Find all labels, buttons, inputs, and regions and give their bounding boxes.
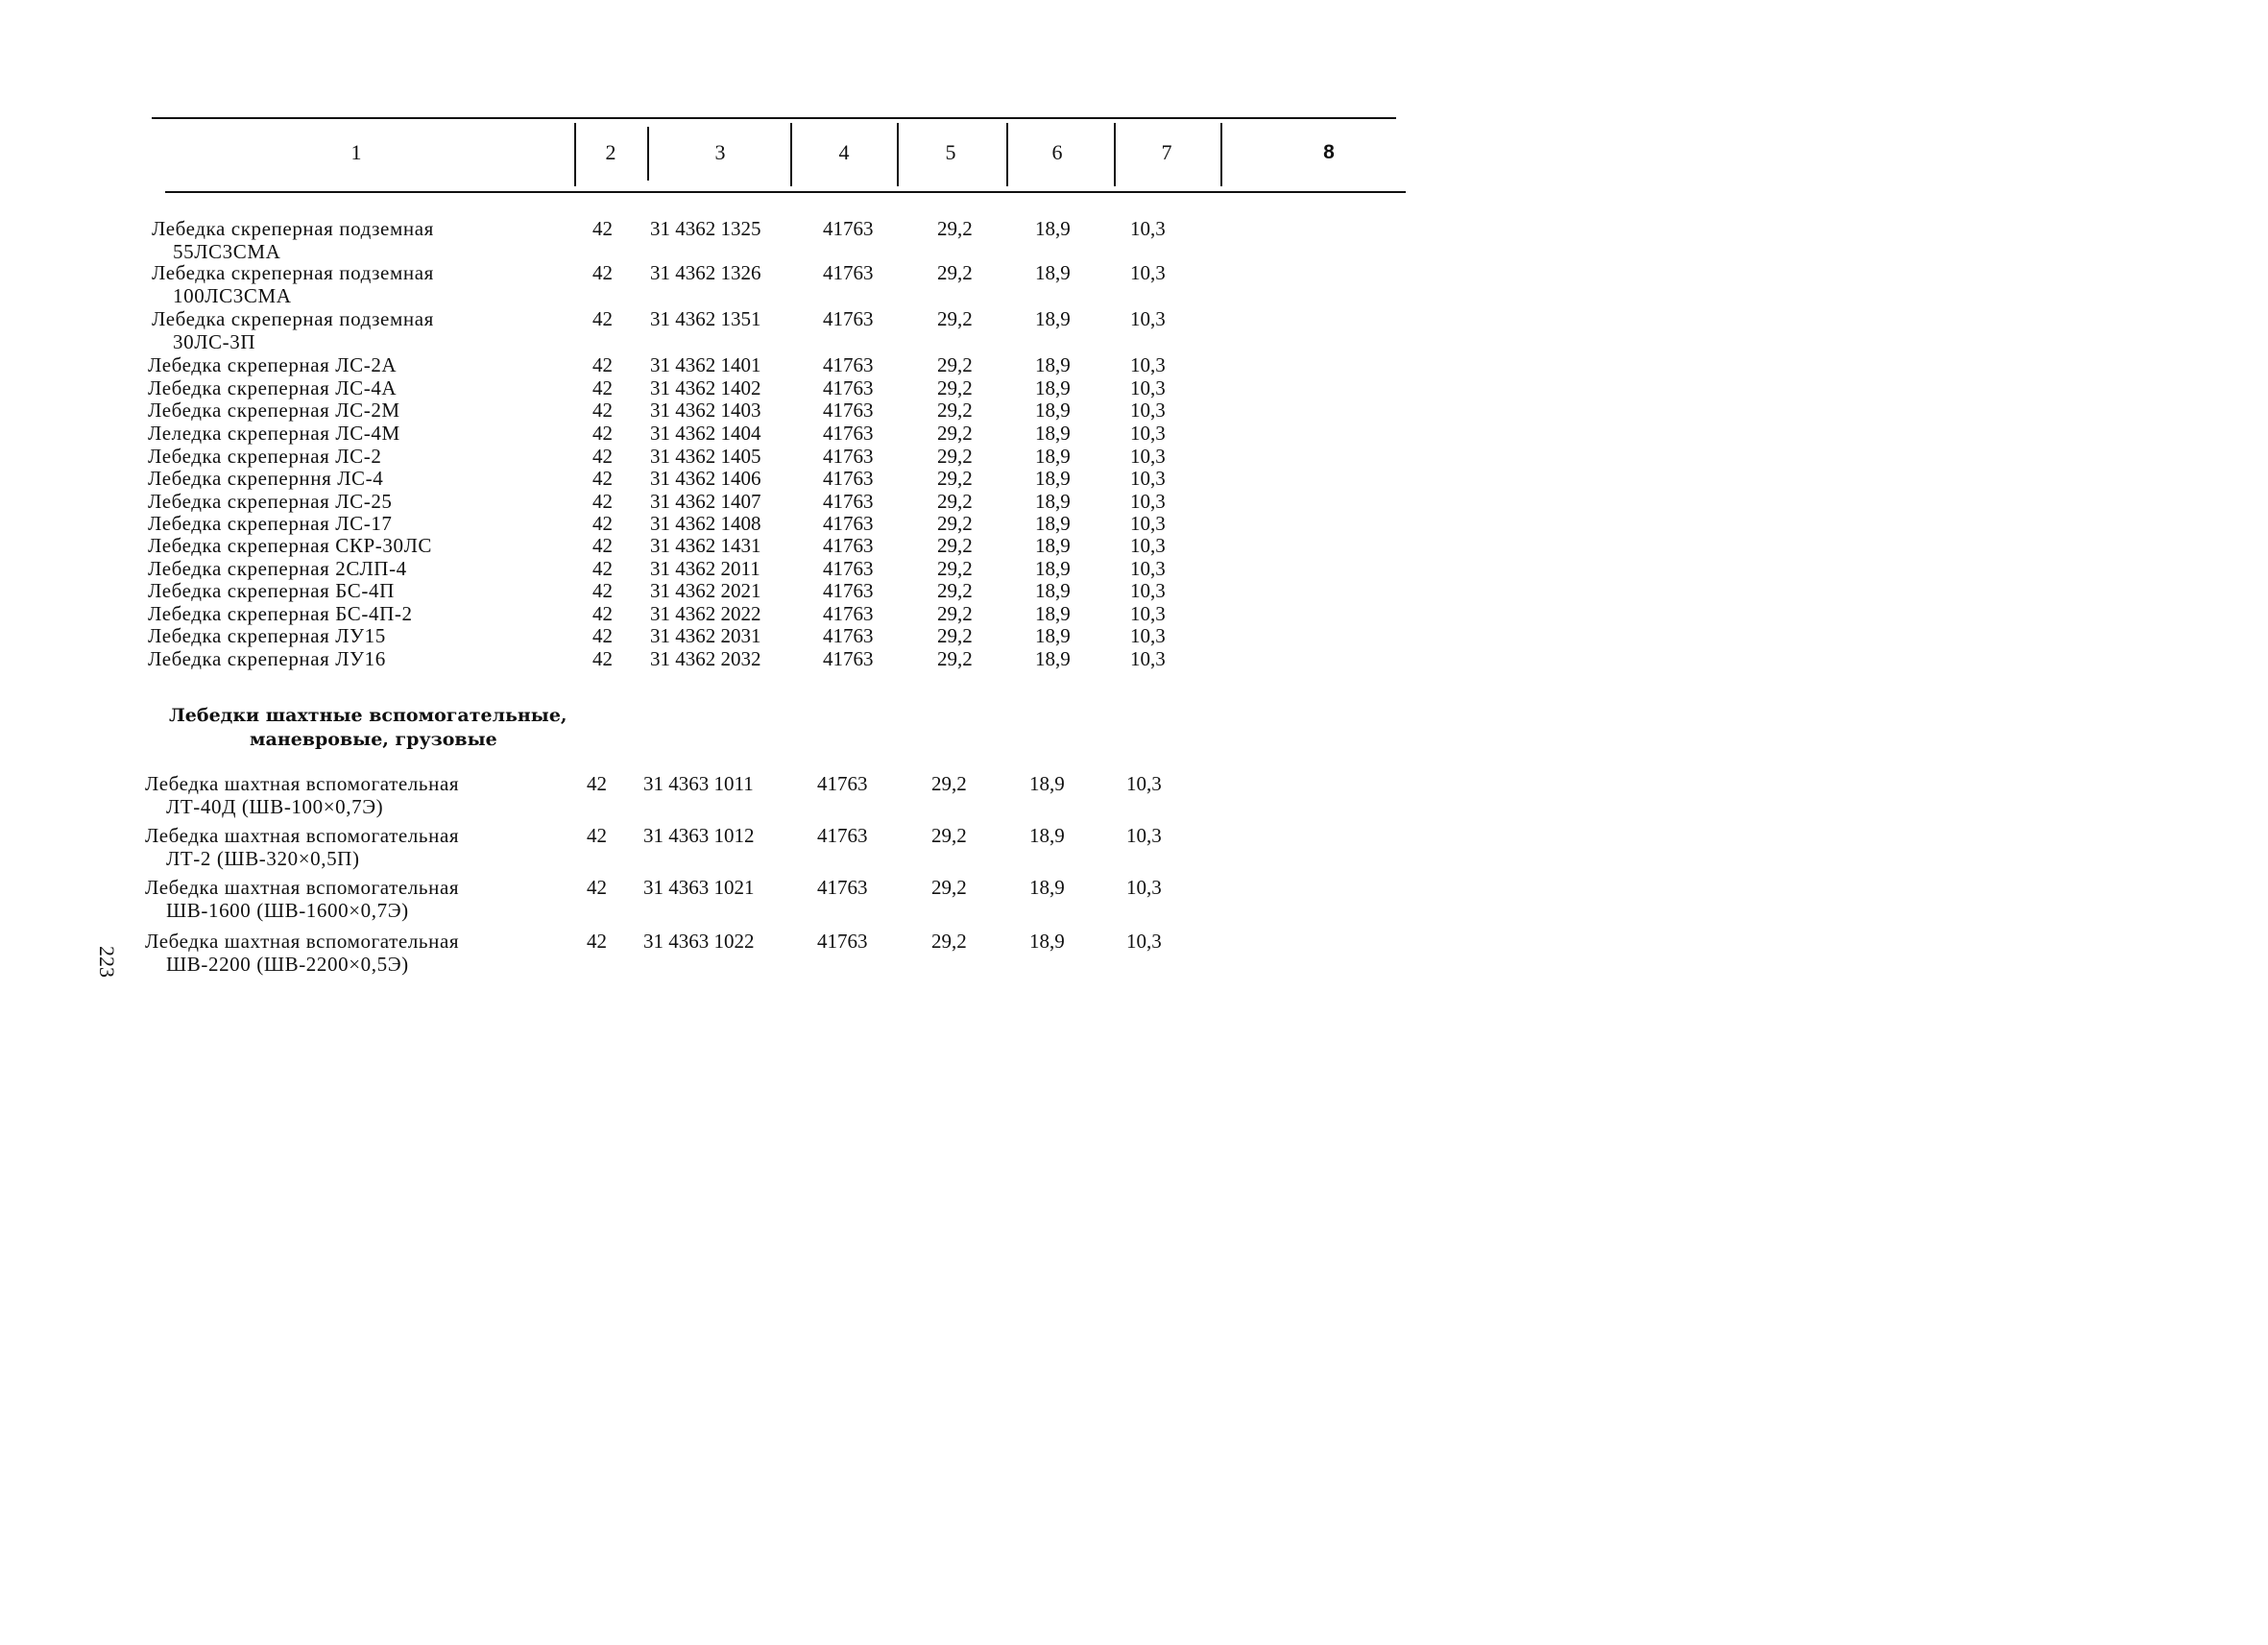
cell-col-6: 18,9	[1035, 376, 1071, 399]
item-name-line: Лебедка скреперная ЛС-17	[148, 512, 393, 535]
cell-col-5: 29,2	[937, 647, 973, 670]
cell-col-2: 42	[592, 307, 613, 330]
cell-col-6: 18,9	[1029, 876, 1065, 899]
cell-col-2: 42	[592, 579, 613, 602]
cell-col-2: 42	[592, 534, 613, 557]
item-name-line: Лебедка скреперная ЛС-2М	[148, 399, 400, 422]
cell-col-4: 41763	[823, 557, 874, 580]
item-name	[148, 353, 397, 376]
cell-col-2: 42	[592, 467, 613, 490]
cell-col-5: 29,2	[937, 490, 973, 513]
cell-col-5: 29,2	[937, 307, 973, 330]
item-name-line: ЛТ-40Д (ШВ-100×0,7Э)	[166, 795, 384, 818]
cell-col-3: 31 4362 1405	[650, 445, 761, 468]
cell-col-5: 29,2	[937, 445, 973, 468]
cell-col-2: 42	[592, 512, 613, 535]
column-header: 4	[838, 140, 850, 164]
cell-col-6: 18,9	[1035, 602, 1071, 625]
section-title-line: Лебедки шахтные вспомогательные,	[169, 705, 567, 726]
cell-col-3: 31 4363 1011	[643, 772, 754, 795]
cell-col-4: 41763	[823, 534, 874, 557]
cell-col-5: 29,2	[937, 376, 973, 399]
item-name-line: Лебедка скреперная ЛС-4А	[148, 376, 398, 399]
item-name	[145, 772, 459, 818]
item-name-line: Лебедка скреперная ЛС-2	[148, 445, 382, 468]
cell-col-5: 29,2	[931, 824, 967, 847]
header-divider	[574, 123, 576, 186]
column-header: 1	[350, 140, 362, 164]
column-header: 7	[1161, 140, 1172, 164]
cell-col-6: 18,9	[1035, 512, 1071, 535]
item-name	[152, 217, 434, 263]
cell-col-5: 29,2	[937, 534, 973, 557]
cell-col-4: 41763	[823, 602, 874, 625]
column-header: 3	[714, 140, 726, 164]
header-bottom-rule	[165, 191, 1406, 193]
cell-col-4: 41763	[823, 307, 874, 330]
cell-col-2: 42	[587, 930, 607, 953]
cell-col-4: 41763	[823, 467, 874, 490]
cell-col-2: 42	[592, 624, 613, 647]
cell-col-7: 10,3	[1130, 624, 1166, 647]
item-name-line: Лебедка скреперная ЛС-25	[148, 490, 393, 513]
cell-col-4: 41763	[823, 261, 874, 284]
cell-col-7: 10,3	[1130, 602, 1166, 625]
cell-col-2: 42	[592, 602, 613, 625]
cell-col-5: 29,2	[937, 579, 973, 602]
item-name	[148, 579, 395, 602]
cell-col-6: 18,9	[1035, 353, 1071, 376]
cell-col-6: 18,9	[1035, 217, 1071, 240]
item-name-line: 30ЛС-3П	[173, 330, 256, 353]
cell-col-7: 10,3	[1130, 490, 1166, 513]
item-name-line: Лебедка скреперная БС-4П-2	[148, 602, 413, 625]
page-number: 223	[95, 946, 119, 978]
cell-col-5: 29,2	[937, 261, 973, 284]
cell-col-4: 41763	[823, 579, 874, 602]
cell-col-5: 29,2	[937, 557, 973, 580]
cell-col-4: 41763	[823, 512, 874, 535]
column-header: 8	[1323, 141, 1335, 163]
cell-col-4: 41763	[823, 217, 874, 240]
cell-col-6: 18,9	[1035, 534, 1071, 557]
cell-col-7: 10,3	[1126, 824, 1162, 847]
item-name	[148, 467, 383, 490]
cell-col-7: 10,3	[1130, 579, 1166, 602]
item-name-line: Лебедка скреперная подземная	[152, 217, 434, 240]
header-divider	[790, 123, 792, 186]
item-name	[148, 399, 400, 422]
item-name-line: Лебедка скреперная 2СЛП-4	[148, 557, 407, 580]
item-name-line: ШВ-1600 (ШВ-1600×0,7Э)	[166, 899, 409, 922]
cell-col-3: 31 4362 1408	[650, 512, 761, 535]
cell-col-2: 42	[592, 647, 613, 670]
cell-col-6: 18,9	[1035, 647, 1071, 670]
cell-col-3: 31 4362 1326	[650, 261, 761, 284]
cell-col-6: 18,9	[1029, 930, 1065, 953]
cell-col-5: 29,2	[937, 624, 973, 647]
column-header: 2	[605, 140, 616, 164]
item-name	[148, 490, 393, 513]
item-name	[148, 422, 400, 445]
item-name	[152, 307, 434, 353]
item-name-line: Лебедка скреперная БС-4П	[148, 579, 395, 602]
item-name-line: 55ЛС3СМА	[173, 240, 281, 263]
cell-col-7: 10,3	[1130, 307, 1166, 330]
cell-col-7: 10,3	[1130, 261, 1166, 284]
cell-col-7: 10,3	[1126, 930, 1162, 953]
cell-col-2: 42	[592, 557, 613, 580]
item-name-line: Лебедка шахтная вспомогательная	[145, 824, 460, 847]
cell-col-4: 41763	[817, 824, 868, 847]
header-divider	[1006, 123, 1008, 186]
cell-col-4: 41763	[817, 772, 868, 795]
header-divider	[647, 127, 649, 181]
column-header: 5	[945, 140, 956, 164]
cell-col-6: 18,9	[1035, 490, 1071, 513]
item-name	[152, 261, 434, 307]
column-header: 6	[1051, 140, 1063, 164]
item-name	[148, 624, 386, 647]
cell-col-3: 31 4362 2021	[650, 579, 761, 602]
cell-col-7: 10,3	[1130, 399, 1166, 422]
cell-col-4: 41763	[823, 445, 874, 468]
cell-col-4: 41763	[817, 876, 868, 899]
cell-col-7: 10,3	[1130, 467, 1166, 490]
header-divider	[1114, 123, 1116, 186]
item-name-line: 100ЛС3СМА	[173, 284, 292, 307]
cell-col-2: 42	[587, 876, 607, 899]
cell-col-4: 41763	[823, 399, 874, 422]
cell-col-6: 18,9	[1029, 772, 1065, 795]
cell-col-3: 31 4362 1431	[650, 534, 761, 557]
cell-col-2: 42	[592, 399, 613, 422]
cell-col-2: 42	[592, 261, 613, 284]
cell-col-4: 41763	[817, 930, 868, 953]
cell-col-3: 31 4362 1403	[650, 399, 761, 422]
cell-col-2: 42	[592, 422, 613, 445]
item-name-line: Лебедка шахтная вспомогательная	[145, 930, 460, 953]
cell-col-3: 31 4362 1325	[650, 217, 761, 240]
cell-col-5: 29,2	[937, 353, 973, 376]
cell-col-6: 18,9	[1035, 399, 1071, 422]
cell-col-3: 31 4362 1351	[650, 307, 761, 330]
cell-col-2: 42	[592, 353, 613, 376]
cell-col-7: 10,3	[1130, 534, 1166, 557]
cell-col-3: 31 4362 1401	[650, 353, 761, 376]
cell-col-3: 31 4362 1407	[650, 490, 761, 513]
cell-col-2: 42	[592, 445, 613, 468]
cell-col-3: 31 4362 2022	[650, 602, 761, 625]
item-name	[148, 557, 407, 580]
item-name-line: Лебедка скреперная подземная	[152, 307, 434, 330]
cell-col-7: 10,3	[1126, 876, 1162, 899]
cell-col-7: 10,3	[1130, 557, 1166, 580]
cell-col-6: 18,9	[1035, 624, 1071, 647]
item-name-line: Лебедка скреперная ЛУ16	[148, 647, 386, 670]
item-name	[145, 824, 459, 870]
cell-col-6: 18,9	[1035, 261, 1071, 284]
item-name	[148, 647, 386, 670]
cell-col-7: 10,3	[1130, 353, 1166, 376]
cell-col-7: 10,3	[1130, 217, 1166, 240]
item-name	[148, 445, 381, 468]
cell-col-2: 42	[592, 490, 613, 513]
item-name-line: Лебедка скреперная подземная	[152, 261, 434, 284]
cell-col-4: 41763	[823, 422, 874, 445]
cell-col-6: 18,9	[1035, 557, 1071, 580]
cell-col-3: 31 4362 2032	[650, 647, 761, 670]
item-name	[148, 602, 413, 625]
cell-col-3: 31 4363 1022	[643, 930, 755, 953]
item-name-line: Лебедка скреперная ЛС-2А	[148, 353, 398, 376]
cell-col-2: 42	[592, 376, 613, 399]
item-name	[145, 876, 459, 922]
item-name-line: ЛТ-2 (ШВ-320×0,5П)	[166, 847, 360, 870]
cell-col-7: 10,3	[1130, 445, 1166, 468]
cell-col-4: 41763	[823, 647, 874, 670]
item-name-line: Лебедка шахтная вспомогательная	[145, 772, 460, 795]
cell-col-5: 29,2	[937, 399, 973, 422]
cell-col-4: 41763	[823, 376, 874, 399]
header-divider	[897, 123, 899, 186]
cell-col-2: 42	[587, 824, 607, 847]
header-divider	[1220, 123, 1222, 186]
cell-col-2: 42	[587, 772, 607, 795]
section-title-line: маневровые, грузовые	[250, 729, 497, 750]
item-name-line: Леледка скреперная ЛС-4М	[148, 422, 400, 445]
cell-col-5: 29,2	[931, 772, 967, 795]
item-name-line: Лебедка скреперная СКР-30ЛС	[148, 534, 433, 557]
cell-col-7: 10,3	[1130, 647, 1166, 670]
cell-col-6: 18,9	[1035, 579, 1071, 602]
item-name	[148, 512, 393, 535]
cell-col-7: 10,3	[1130, 512, 1166, 535]
item-name	[148, 376, 397, 399]
cell-col-7: 10,3	[1126, 772, 1162, 795]
item-name	[148, 534, 432, 557]
table-top-rule	[152, 117, 1396, 119]
cell-col-3: 31 4362 2011	[650, 557, 760, 580]
cell-col-5: 29,2	[937, 217, 973, 240]
item-name-line: Лебедка скреперння ЛС-4	[148, 467, 384, 490]
cell-col-5: 29,2	[937, 602, 973, 625]
cell-col-4: 41763	[823, 490, 874, 513]
cell-col-6: 18,9	[1035, 445, 1071, 468]
cell-col-5: 29,2	[931, 876, 967, 899]
cell-col-6: 18,9	[1035, 422, 1071, 445]
cell-col-6: 18,9	[1035, 467, 1071, 490]
cell-col-4: 41763	[823, 624, 874, 647]
cell-col-7: 10,3	[1130, 376, 1166, 399]
cell-col-4: 41763	[823, 353, 874, 376]
cell-col-3: 31 4363 1012	[643, 824, 755, 847]
cell-col-6: 18,9	[1035, 307, 1071, 330]
cell-col-3: 31 4362 1404	[650, 422, 761, 445]
item-name-line: Лебедка скреперная ЛУ15	[148, 624, 386, 647]
section-title	[169, 704, 567, 752]
item-name-line: ШВ-2200 (ШВ-2200×0,5Э)	[166, 953, 409, 976]
cell-col-2: 42	[592, 217, 613, 240]
item-name	[145, 930, 459, 976]
cell-col-3: 31 4362 1402	[650, 376, 761, 399]
cell-col-7: 10,3	[1130, 422, 1166, 445]
cell-col-5: 29,2	[937, 467, 973, 490]
cell-col-6: 18,9	[1029, 824, 1065, 847]
cell-col-5: 29,2	[937, 512, 973, 535]
cell-col-5: 29,2	[931, 930, 967, 953]
cell-col-3: 31 4362 2031	[650, 624, 761, 647]
item-name-line: Лебедка шахтная вспомогательная	[145, 876, 460, 899]
cell-col-5: 29,2	[937, 422, 973, 445]
cell-col-3: 31 4363 1021	[643, 876, 755, 899]
cell-col-3: 31 4362 1406	[650, 467, 761, 490]
